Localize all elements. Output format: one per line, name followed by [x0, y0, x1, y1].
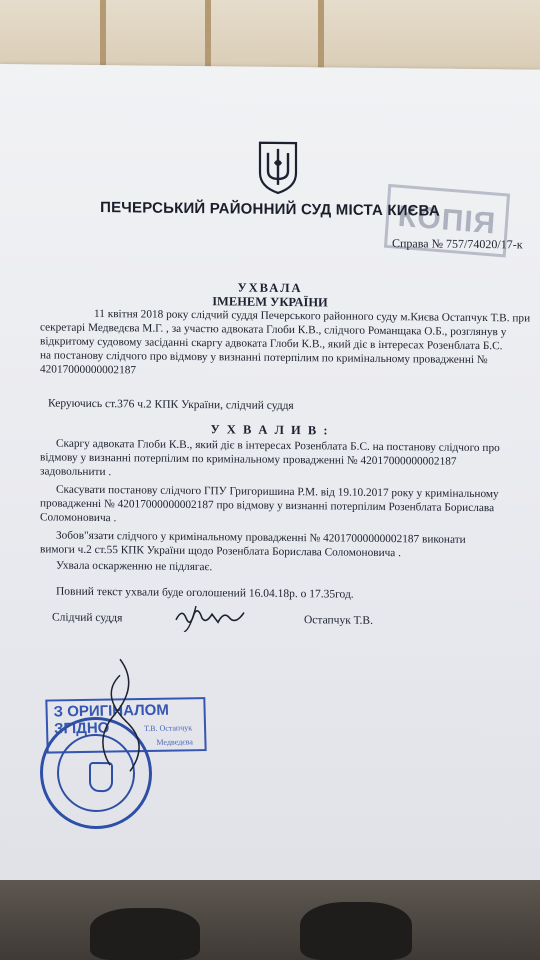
shoe-right [300, 902, 412, 960]
shoe-left [90, 908, 200, 960]
intro-line: 42017000000002187 [40, 363, 137, 377]
decision-line: Скаргу адвоката Глоби К.В., який діє в інтересах Розенблата Б.С. на постанову слідчого про [56, 437, 500, 455]
copy-stamp: КОПІЯ [384, 184, 510, 258]
decision-line: провадженні № 42017000000002187 про відмову у визнанні потерпілим Розенблата Борислава [40, 497, 495, 515]
intro-line: 11 квітня 2018 року слідчий суддя Печерського районного суду м.Києва Остапчук Т.В. при [94, 307, 531, 325]
intro-line: відкритому судовому засіданні скаргу адвоката Глоби К.В., який діє в інтересах Розенблата Б.С. [40, 335, 503, 353]
stamp-line: Медведєва [156, 737, 193, 747]
signature-name: Остапчук Т.В. [304, 614, 373, 627]
decision-line: відмову у визнанні потерпілим по кримінальному провадженні № 42017000000002187 [40, 451, 457, 468]
handwritten-signature [172, 602, 252, 633]
signature-label: Слідчий суддя [52, 611, 123, 625]
intro-line: на постанову слідчого про відмову у визнанні потерпілим по кримінальному провадженні № [40, 349, 488, 367]
decision-line: Ухвала оскарженню не підлягає. [56, 559, 213, 574]
ruling-title: УХВАЛА [237, 280, 303, 296]
decision-line: Скасувати постанову слідчого ГПУ Григоришина Р.М. від 19.10.2017 року у кримінальному [56, 483, 499, 501]
stamp-heading: З ОРИГІНАЛОМ ЗГІДНО [53, 701, 170, 738]
announcement-text: Повний текст ухвали буде оголошений 16.04.18р. о 17.35год. [56, 585, 354, 601]
court-name: ПЕЧЕРСЬКИЙ РАЙОННИЙ СУД МІСТА КИЄВА [100, 199, 440, 220]
decision-line: Зобов"язати слідчого у кримінальному провадженні № 42017000000002187 виконати [56, 529, 466, 546]
decision-line: задовольнити . [40, 465, 112, 479]
stamp-signature [80, 655, 160, 776]
floor-background [0, 880, 540, 960]
decided-heading: У Х В А Л И В : [210, 422, 330, 438]
document-page [0, 64, 540, 920]
stamp-line: Т.В. Остапчук [143, 723, 193, 734]
intro-line: секретарі Медведєва М.Г. , за участю адвоката Глоби К.В., слідчого Романщака О.Б., розглянув у [40, 321, 507, 339]
case-number: Справа № 757/74020/17-к [392, 236, 523, 252]
ruling-subtitle: ІМЕНЕМ УКРАЇНИ [212, 294, 328, 310]
coat-of-arms-icon [256, 139, 300, 195]
decision-line: вимоги ч.2 ст.55 КПК України щодо Розенблата Борислава Соломоновича . [40, 543, 401, 560]
guided-by-text: Керуючись ст.376 ч.2 КПК України, слідчий суддя [48, 397, 294, 413]
decision-line: Соломоновича . [40, 511, 117, 525]
